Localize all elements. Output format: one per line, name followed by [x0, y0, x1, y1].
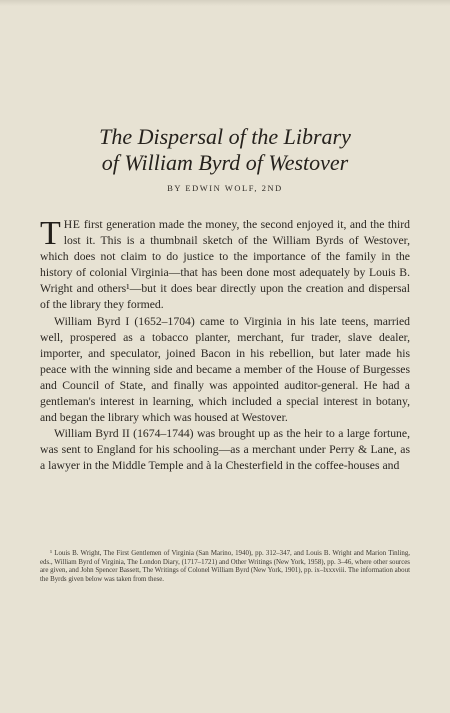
paragraph-3: William Byrd II (1674–1744) was brought up as the heir to a large fortune, was sent to England for his schooling—as a merchant under Perry & Lane, as a lawyer in the Middle Temple and à la Chesterfield in the coffee-houses and [40, 427, 410, 473]
opening-word-rest: HE [63, 218, 81, 231]
paragraph-1 [40, 217, 410, 314]
article-title-line-2: of William Byrd of Westover [101, 150, 349, 175]
article-title-line-1: The Dispersal of the Library [99, 124, 351, 149]
drop-cap: T [40, 215, 61, 252]
paragraph-1-text: first generation made the money, the second enjoyed it, and the third lost it. This is a thumbnail sketch of the William Byrds of Westover, which does not claim to do justice to the importance of the family in the history of colonial Virginia—that has been done most adequately by Louis B. Wright and others¹—but it does bear directly upon the creation and dispersal of the library they formed. [40, 218, 410, 312]
footnote-text: ¹ Louis B. Wright, The First Gentlemen of Virginia (San Marino, 1940), pp. 312–347, and Louis B. Wright and Marion Tinling, eds., William Byrd of Virginia, The London Diary, (1717–1721) and Other Writings (New York, 1958), pp. 3–46, where other sources are given, and John Spencer Bassett, The Writings of Colonel William Byrd (New York, 1901), pp. ix–lxxxviii. The information about the Byrds given below was taken from these. [40, 550, 410, 583]
article-body [40, 217, 410, 475]
paragraph-2: William Byrd I (1652–1704) came to Virginia in his late teens, married well, prospered as a tobacco planter, merchant, fur trader, slave dealer, importer, and speculator, joined Bacon in his rebellion, but later made his peace with the winning side and became a member of the House of Burgesses and Council of State, and finally was appointed auditor-general. He had a gentleman's interest in learning, which included a special interest in botany, and began the library which was housed at Westover. [40, 314, 410, 425]
article-byline: BY EDWIN WOLF, 2ND [167, 184, 283, 193]
scan-edge [0, 0, 450, 6]
footnote [40, 550, 410, 584]
